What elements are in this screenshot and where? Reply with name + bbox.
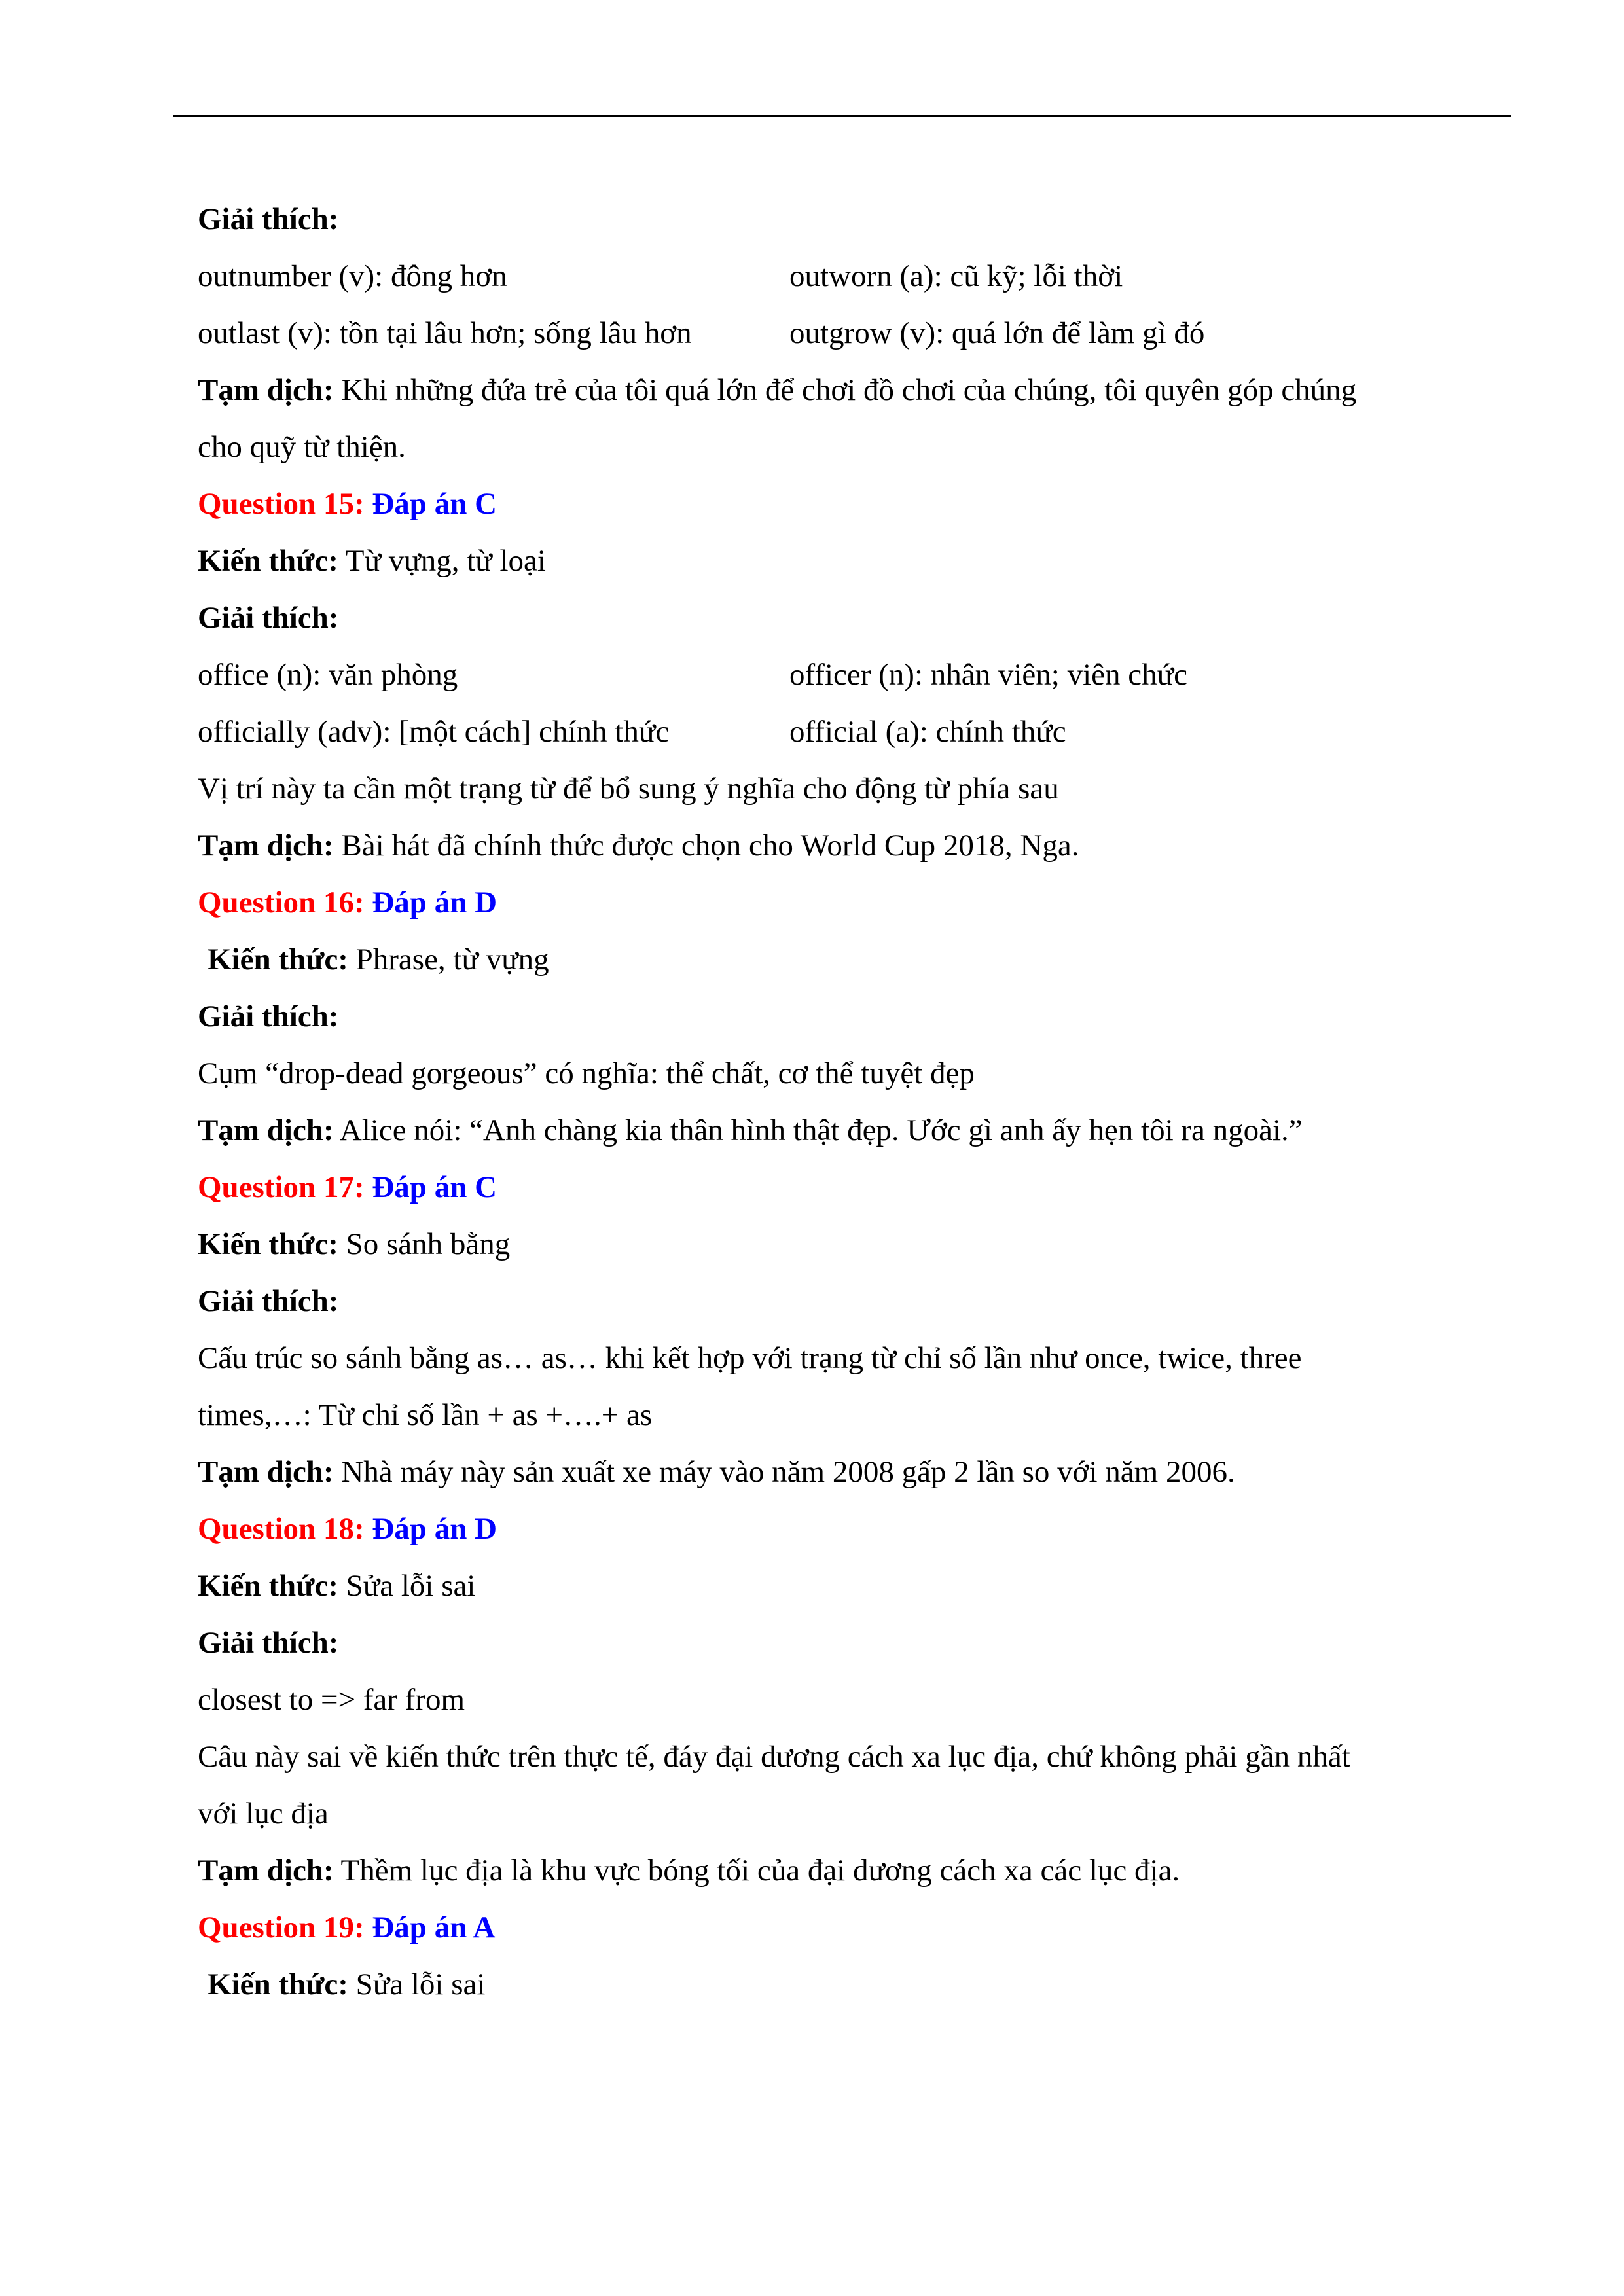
question-number: Question 16: <box>198 886 365 920</box>
vocab-row <box>198 305 1481 362</box>
knowledge-label: Kiến thức: <box>198 1569 338 1603</box>
question-heading <box>198 1501 1481 1558</box>
translation-line <box>198 362 1481 419</box>
knowledge-text: Từ vựng, từ loại <box>345 544 546 578</box>
translation-line <box>198 1102 1481 1159</box>
question-number: Question 15: <box>198 487 365 521</box>
explanation-text: times,…: Từ chỉ số lần + as +….+ as <box>198 1398 653 1432</box>
knowledge-label: Kiến thức: <box>208 942 348 977</box>
vocab-term: outlast (v): tồn tại lâu hơn; sống lâu hơn <box>198 316 692 350</box>
explanation-heading: Giải thích: <box>198 999 339 1033</box>
vocab-term: official (a): chính thức <box>789 715 1066 749</box>
question-heading <box>198 476 1481 533</box>
explanation-heading: Giải thích: <box>198 1626 339 1660</box>
answer-key: Đáp án C <box>372 1170 497 1204</box>
translation-label: Tạm dịch: <box>198 1113 334 1147</box>
question-heading <box>198 1159 1481 1216</box>
explanation-text: Vị trí này ta cần một trạng từ để bổ sung ý nghĩa cho động từ phía sau <box>198 772 1059 806</box>
knowledge-label: Kiến thức: <box>208 1967 348 2001</box>
vocab-term: officially (adv): [một cách] chính thức <box>198 715 670 749</box>
answer-key: Đáp án C <box>372 487 497 521</box>
translation-continuation: cho quỹ từ thiện. <box>198 430 406 464</box>
answer-key: Đáp án A <box>372 1910 496 1945</box>
explanation-text: Cấu trúc so sánh bằng as… as… khi kết hợp với trạng từ chỉ số lần như once, twice, three <box>198 1341 1302 1375</box>
translation-text: Alice nói: “Anh chàng kia thân hình thật đẹp. Ước gì anh ấy hẹn tôi ra ngoài.” <box>339 1113 1303 1147</box>
translation-label: Tạm dịch: <box>198 373 334 407</box>
vocab-row <box>198 704 1481 761</box>
question-heading <box>198 874 1481 931</box>
translation-label: Tạm dịch: <box>198 1854 334 1888</box>
knowledge-line <box>198 931 1481 988</box>
explanation-heading: Giải thích: <box>198 601 339 635</box>
explanation-text: Cụm “drop-dead gorgeous” có nghĩa: thể chất, cơ thể tuyệt đẹp <box>198 1056 975 1090</box>
answer-key: Đáp án D <box>372 1512 497 1546</box>
question-heading <box>198 1899 1481 1956</box>
vocab-term: outworn (a): cũ kỹ; lỗi thời <box>789 259 1123 293</box>
answer-key: Đáp án D <box>372 886 497 920</box>
translation-line <box>198 817 1481 874</box>
knowledge-text: Phrase, từ vựng <box>355 942 549 977</box>
vocab-term: officer (n): nhân viên; viên chức <box>789 658 1187 692</box>
vocab-term: outnumber (v): đông hơn <box>198 259 507 293</box>
question-number: Question 18: <box>198 1512 365 1546</box>
vocab-term: outgrow (v): quá lớn để làm gì đó <box>789 316 1205 350</box>
question-number: Question 17: <box>198 1170 365 1204</box>
knowledge-text: Sửa lỗi sai <box>355 1967 486 2001</box>
knowledge-line <box>198 1956 1481 2013</box>
question-number: Question 19: <box>198 1910 365 1945</box>
explanation-heading: Giải thích: <box>198 1284 339 1318</box>
knowledge-line <box>198 1558 1481 1615</box>
translation-text: Nhà máy này sản xuất xe máy vào năm 2008 gấp 2 lần so với năm 2006. <box>341 1455 1235 1489</box>
translation-text: Thềm lục địa là khu vực bóng tối của đại dương cách xa các lục địa. <box>340 1854 1180 1888</box>
knowledge-line <box>198 1216 1481 1273</box>
knowledge-label: Kiến thức: <box>198 544 338 578</box>
explanation-text: Câu này sai về kiến thức trên thực tế, đáy đại dương cách xa lục địa, chứ không phải gần nhất <box>198 1740 1350 1774</box>
vocab-term: office (n): văn phòng <box>198 658 458 692</box>
knowledge-line <box>198 533 1481 590</box>
knowledge-text: So sánh bằng <box>346 1227 511 1261</box>
translation-text: Bài hát đã chính thức được chọn cho World Cup 2018, Nga. <box>341 829 1079 863</box>
knowledge-text: Sửa lỗi sai <box>346 1569 476 1603</box>
vocab-row <box>198 248 1481 305</box>
knowledge-label: Kiến thức: <box>198 1227 338 1261</box>
correction-text: closest to => far from <box>198 1683 465 1717</box>
vocab-row <box>198 647 1481 704</box>
explanation-text: với lục địa <box>198 1797 329 1831</box>
translation-text: Khi những đứa trẻ của tôi quá lớn để chơi đồ chơi của chúng, tôi quyên góp chúng <box>341 373 1357 407</box>
translation-line <box>198 1444 1481 1501</box>
header-rule <box>173 115 1511 117</box>
translation-line <box>198 1842 1481 1899</box>
translation-label: Tạm dịch: <box>198 829 334 863</box>
translation-label: Tạm dịch: <box>198 1455 334 1489</box>
answer-explanations <box>198 191 1481 2013</box>
explanation-heading: Giải thích: <box>198 202 339 236</box>
